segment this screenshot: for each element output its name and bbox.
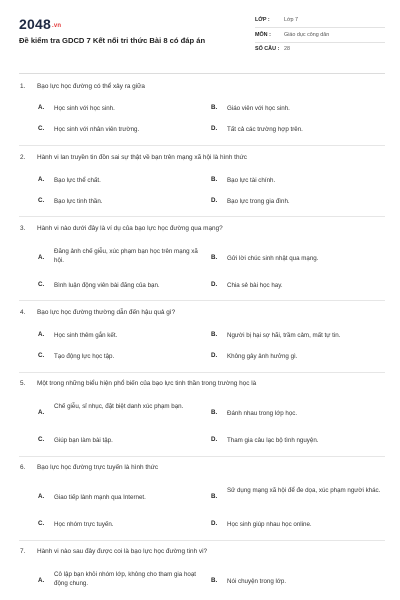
option-text: Bạo lực trong gia đình. xyxy=(227,198,290,205)
option-text: Bạo lực tài chính. xyxy=(227,177,276,184)
option-letter: D. xyxy=(211,197,218,204)
option-letter: C. xyxy=(38,352,45,359)
option-letter: C. xyxy=(38,520,45,527)
meta-value: Lớp 7 xyxy=(284,17,299,23)
logo-domain: .vn xyxy=(51,23,62,29)
option-text: Chế giễu, sỉ nhục, đặt biệt danh xúc phạm bạn. xyxy=(54,403,184,410)
option-text: Học sinh giúp nhau học online. xyxy=(227,521,312,528)
option-text: Không gây ảnh hưởng gì. xyxy=(227,353,298,360)
meta-value: 28 xyxy=(284,46,290,52)
option-letter: A. xyxy=(38,104,45,111)
option-letter: B. xyxy=(211,331,218,338)
question-text: Bạo lực học đường thường dẫn đến hậu quả gì? xyxy=(37,309,176,316)
meta-key: MÔN : xyxy=(255,32,271,38)
header-divider xyxy=(19,73,385,74)
option-letter: A. xyxy=(38,577,45,584)
meta-key: SỐ CÂU : xyxy=(255,46,280,52)
option-text: Học sinh với học sinh. xyxy=(54,105,115,112)
option-text: Người bị hại sợ hãi, trầm cảm, mất tự tin. xyxy=(227,332,341,339)
option-text: Sử dụng mạng xã hội để đe dọa, xúc phạm người khác. xyxy=(227,487,381,494)
option-letter: C. xyxy=(38,281,45,288)
question-text: Hành vi nào sau đây được coi là bạo lực học đường tinh vi? xyxy=(37,548,208,555)
document-title: Đề kiểm tra GDCD 7 Kết nối tri thức Bài 8 có đáp án xyxy=(19,36,206,45)
option-text: Giáo viên với học sinh. xyxy=(227,105,290,112)
question-divider xyxy=(19,300,385,301)
question-number: 4. xyxy=(20,309,26,316)
logo-text: 2048 xyxy=(19,16,51,32)
option-letter: B. xyxy=(211,176,218,183)
question-divider xyxy=(19,216,385,217)
option-letter: D. xyxy=(211,520,218,527)
question-text: Bạo lực học đường trực tuyến là hình thức xyxy=(37,464,159,471)
question-divider xyxy=(19,540,385,541)
option-text: Bạo lực thể chất. xyxy=(54,177,101,184)
meta-divider xyxy=(255,42,385,43)
question-number: 7. xyxy=(20,548,26,555)
option-letter: A. xyxy=(38,409,45,416)
option-text: Tất cả các trường hợp trên. xyxy=(227,126,303,133)
option-letter: C. xyxy=(38,125,45,132)
option-text: Giúp bạn làm bài tập. xyxy=(54,437,113,444)
option-text: Đánh nhau trong lớp học. xyxy=(227,410,298,417)
question-text: Hành vi nào dưới đây là ví dụ của bạo lực học đường qua mạng? xyxy=(37,225,223,232)
option-letter: A. xyxy=(38,331,45,338)
question-divider xyxy=(19,372,385,373)
option-letter: B. xyxy=(211,409,218,416)
option-text: Tạo động lực học tập. xyxy=(54,353,115,360)
option-letter: B. xyxy=(211,493,218,500)
question-number: 5. xyxy=(20,380,26,387)
option-text: Chia sẻ bài học hay. xyxy=(227,282,283,289)
option-letter: A. xyxy=(38,254,45,261)
option-letter: B. xyxy=(211,254,218,261)
option-text: Cô lập bạn khỏi nhóm lớp, không cho tham gia hoạt động chung. xyxy=(54,571,196,587)
option-letter: B. xyxy=(211,104,218,111)
question-number: 6. xyxy=(20,464,26,471)
question-text: Hành vi lan truyền tin đồn sai sự thật về bạn trên mạng xã hội là hình thức xyxy=(37,154,247,161)
option-text: Học nhóm trực tuyến. xyxy=(54,521,114,528)
option-letter: D. xyxy=(211,352,218,359)
question-text: Một trong những biểu hiện phổ biến của bạo lực tinh thần trong trường học là xyxy=(37,380,257,387)
option-letter: D. xyxy=(211,281,218,288)
option-letter: D. xyxy=(211,436,218,443)
option-text: Tham gia câu lạc bộ tình nguyện. xyxy=(227,437,319,444)
option-text: Nói chuyện trong lớp. xyxy=(227,578,287,585)
option-letter: C. xyxy=(38,436,45,443)
meta-divider xyxy=(255,27,385,28)
option-letter: C. xyxy=(38,197,45,204)
question-number: 3. xyxy=(20,225,26,232)
question-number: 1. xyxy=(20,83,26,90)
option-text: Đăng ảnh chế giễu, xúc phạm bạn học trên mạng xã hội. xyxy=(54,248,198,264)
meta-value: Giáo dục công dân xyxy=(284,32,330,38)
meta-key: LỚP : xyxy=(255,17,270,23)
question-number: 2. xyxy=(20,154,26,161)
option-text: Bình luận động viên bài đăng của bạn. xyxy=(54,282,160,289)
option-text: Giao tiếp lành mạnh qua Internet. xyxy=(54,494,146,501)
option-letter: A. xyxy=(38,176,45,183)
option-text: Học sinh với nhân viên trường. xyxy=(54,126,140,133)
question-divider xyxy=(19,145,385,146)
option-letter: D. xyxy=(211,125,218,132)
option-letter: B. xyxy=(211,577,218,584)
question-text: Bạo lực học đường có thể xảy ra giữa xyxy=(37,83,145,90)
site-logo[interactable] xyxy=(19,16,61,32)
option-text: Gửi lời chúc sinh nhật qua mạng. xyxy=(227,255,319,262)
option-text: Bạo lực tinh thần. xyxy=(54,198,103,205)
option-text: Học sinh thêm gắn kết. xyxy=(54,332,118,339)
question-divider xyxy=(19,456,385,457)
page-header xyxy=(0,0,400,80)
option-letter: A. xyxy=(38,493,45,500)
